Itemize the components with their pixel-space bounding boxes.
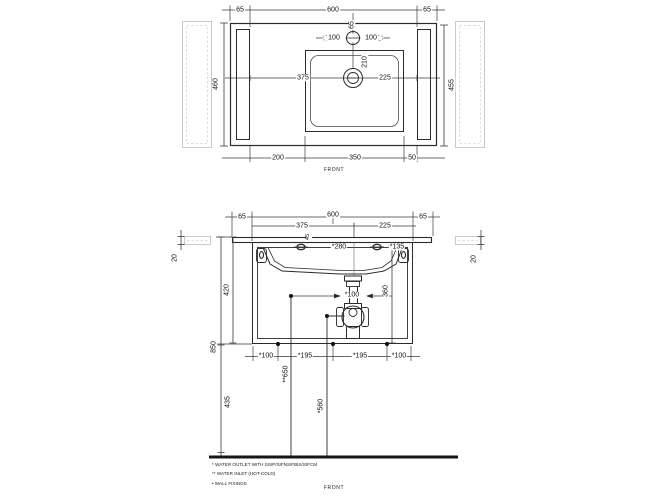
countertop-section: [233, 238, 432, 243]
wall-bracket-left: [257, 249, 267, 263]
dim-plan-hole-right: 100: [365, 34, 377, 42]
dim-plan-depth-right: 455: [448, 79, 456, 91]
dim-elev-tap-left: 375: [296, 221, 308, 229]
plan-basin-outline: [306, 51, 404, 132]
plan-dimension-lines: [220, 6, 448, 163]
dim-elev-top-right: 65: [419, 212, 427, 220]
plan-basin-inner-rim: [311, 56, 399, 127]
plan-ghost-panel-left: [183, 22, 212, 148]
dim-elev-total-height: 850: [210, 341, 218, 353]
floor-line: [209, 456, 458, 459]
dim-plan-top-right: 65: [423, 5, 431, 13]
dim-plan-drain-top: 210: [361, 56, 369, 68]
dim-plan-top-left: 65: [236, 5, 244, 13]
dim-plan-drain-left: 375: [297, 73, 309, 81]
dim-elev-inlet-height: **650: [282, 365, 290, 383]
plan-side-section-right: [418, 30, 431, 140]
footnote-wall-fixings: • WALL FIXINGS: [212, 481, 247, 486]
dim-plan-depth-left: 460: [212, 78, 220, 90]
elevation-ghost-panel-right: [456, 237, 481, 245]
dim-elev-fixing-span: *280: [331, 243, 347, 251]
dim-plan-bottom-right: 50: [408, 153, 416, 161]
dim-elev-panel-right: 20: [470, 255, 478, 263]
drain-tailpipe: [345, 276, 362, 303]
plan-view: [183, 6, 485, 163]
plan-view-caption: FRONT: [323, 167, 345, 173]
water-outlet-offset-dim: [291, 294, 392, 299]
water-outlet-drop-line: [327, 316, 345, 456]
dim-plan-drain-right: 225: [379, 73, 391, 81]
dim-elev-right-height: 360: [382, 285, 390, 297]
water-inlet-point: [289, 294, 293, 298]
dim-elev-frame-height: 420: [223, 284, 231, 296]
elevation-ghost-panel-left: [185, 237, 211, 245]
dim-elev-under-height: 435: [224, 396, 232, 408]
dim-elev-fix-1: *100: [258, 351, 274, 359]
dim-elev-panel-left: 20: [171, 254, 179, 262]
bottle-trap: [337, 304, 369, 339]
dim-elev-fix-4: *100: [391, 351, 407, 359]
plan-ghost-panel-right: [456, 22, 485, 148]
plan-side-section-left: [237, 30, 250, 140]
dim-elev-outlet-height: *560: [317, 398, 325, 414]
dim-elev-fix-2: *195: [297, 351, 313, 359]
dim-elev-outlet-offset: *100: [344, 291, 360, 299]
basin-bowl-section: [263, 248, 403, 275]
footnote-water-outlet: * WATER OUTLET WITH SISP/SIFNS/FBIS/SIFCM: [212, 462, 318, 467]
dim-elev-fix-3: *195: [352, 351, 368, 359]
fixing-slot-left: [294, 244, 308, 249]
dim-elev-fixing-depth: 45: [305, 233, 312, 241]
dim-elev-top-center: 600: [327, 211, 339, 219]
elevation-view-caption: FRONT: [323, 485, 345, 491]
dim-elev-top-left: 65: [238, 212, 246, 220]
dim-plan-bottom-left: 200: [272, 153, 284, 161]
dim-plan-bottom-center: 350: [349, 153, 361, 161]
dim-plan-top-center: 600: [327, 5, 339, 13]
footnote-water-inlet: ** WATER INLET (HOT-COLD): [212, 471, 276, 476]
dim-elev-tap-right: 225: [379, 221, 391, 229]
plan-faucet-hole: [346, 31, 361, 46]
plan-countertop-outline: [231, 24, 437, 146]
dim-plan-hole-left: 100: [328, 34, 340, 42]
fixing-slot-right: [370, 244, 384, 249]
dim-elev-fixing-right: *135: [389, 243, 405, 251]
dim-plan-hole-offset: 65: [348, 21, 356, 29]
